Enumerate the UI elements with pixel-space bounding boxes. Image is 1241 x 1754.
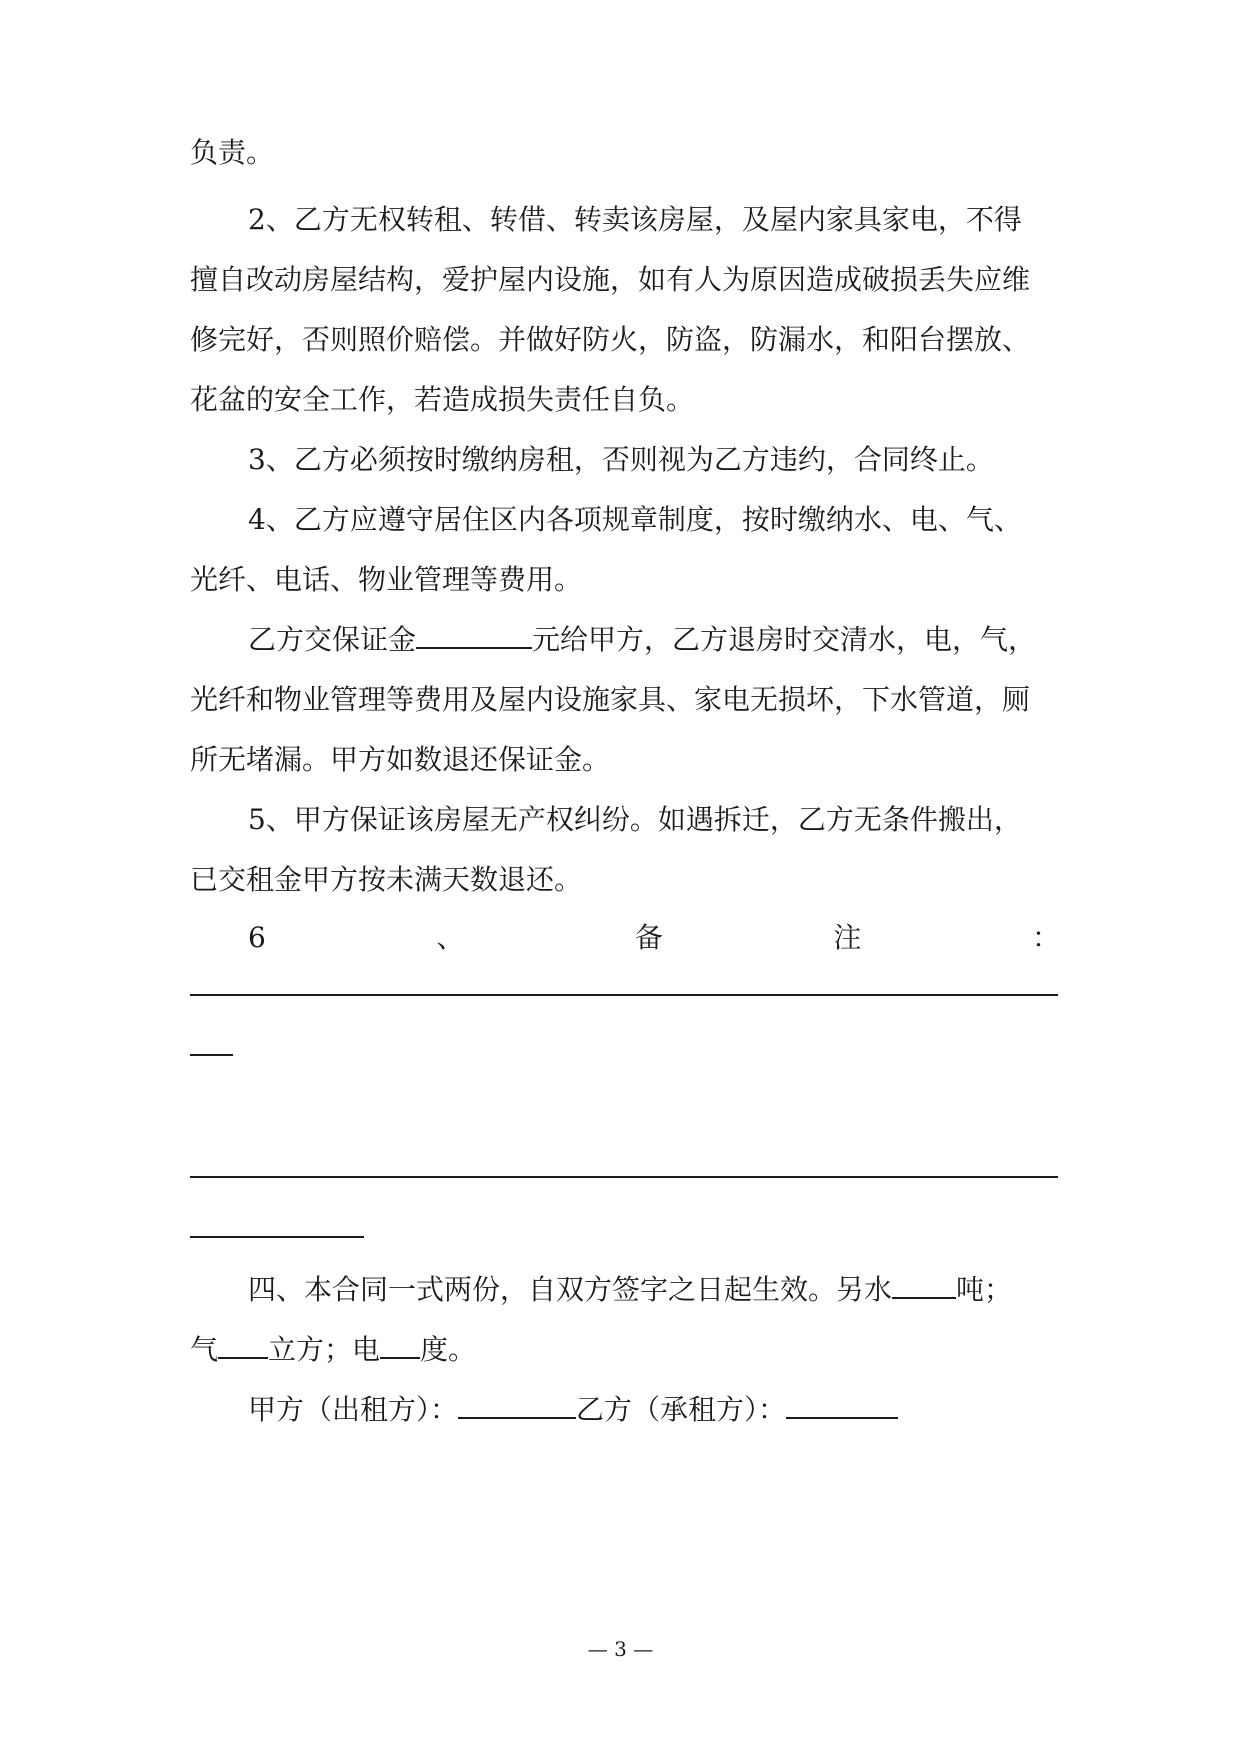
remarks-char: 6 <box>248 921 266 954</box>
landlord-label: 甲方（出租方）： <box>248 1393 459 1426</box>
clause-6-remarks-heading <box>190 918 1060 958</box>
clause-2-line-3: 修完好，否则照价赔偿。并做好防火，防盗，防漏水，和阳台摆放、 <box>190 323 1031 356</box>
water-unit: 吨； <box>956 1273 1013 1306</box>
clause-2-line-4: 花盆的安全工作，若造成损失责任自负。 <box>190 383 695 416</box>
deposit-line-1 <box>190 620 1060 660</box>
gas-label: 气 <box>190 1333 219 1366</box>
signature-line <box>190 1390 1060 1430</box>
tenant-signature-blank[interactable] <box>786 1391 898 1419</box>
clause-2-line-1: 2、乙方无权转租、转借、转卖该房屋，及屋内家具家电，不得 <box>248 203 1022 236</box>
remarks-char: 备 <box>634 921 663 954</box>
gas-amount-blank[interactable] <box>218 1331 268 1359</box>
remarks-char: ： <box>1031 921 1060 954</box>
remarks-char: 、 <box>436 921 465 954</box>
remarks-char: 注 <box>833 921 862 954</box>
electric-unit: 度。 <box>420 1333 477 1366</box>
page-number: — 3 — <box>587 1637 654 1661</box>
deposit-line-2: 光纤和物业管理等费用及屋内设施家具、家电无损坏，下水管道，厕 <box>190 683 1031 716</box>
landlord-signature-blank[interactable] <box>458 1391 576 1419</box>
remarks-blank-line-2-tail[interactable] <box>190 1236 364 1238</box>
tenant-label: 乙方（承租方）： <box>576 1393 787 1426</box>
electric-amount-blank[interactable] <box>380 1331 420 1359</box>
deposit-line-3: 所无堵漏。甲方如数退还保证金。 <box>190 743 611 776</box>
clause-four-line-1 <box>190 1270 1060 1310</box>
remarks-blank-line-2[interactable] <box>190 1176 1058 1178</box>
deposit-label: 乙方交保证金 <box>248 623 417 656</box>
water-amount-blank[interactable] <box>892 1271 956 1299</box>
clause-4-line-1: 4、乙方应遵守居住区内各项规章制度，按时缴纳水、电、气、 <box>248 503 1022 536</box>
clause-5-line-1: 5、甲方保证该房屋无产权纠纷。如遇拆迁，乙方无条件搬出， <box>248 803 1022 836</box>
clause-5-line-2: 已交租金甲方按未满天数退还。 <box>190 863 583 896</box>
remarks-blank-line-1-tail[interactable] <box>190 1054 233 1056</box>
clause-four-text: 四、本合同一式两份，自双方签字之日起生效。另水 <box>248 1273 893 1306</box>
remarks-blank-line-1[interactable] <box>190 994 1058 996</box>
gas-unit-electric-label: 立方；电 <box>268 1333 381 1366</box>
clause-3: 3、乙方必须按时缴纳房租，否则视为乙方违约，合同终止。 <box>248 443 994 476</box>
clause-2-line-2: 擅自改动房屋结构，爱护屋内设施，如有人为原因造成破损丢失应维 <box>190 263 1031 296</box>
deposit-amount-blank[interactable] <box>416 621 532 649</box>
clause-4-line-2: 光纤、电话、物业管理等费用。 <box>190 563 583 596</box>
text-line: 负责。 <box>190 136 275 169</box>
clause-four-line-2 <box>190 1330 1060 1370</box>
deposit-text: 元给甲方，乙方退房时交清水，电，气， <box>532 623 1037 656</box>
